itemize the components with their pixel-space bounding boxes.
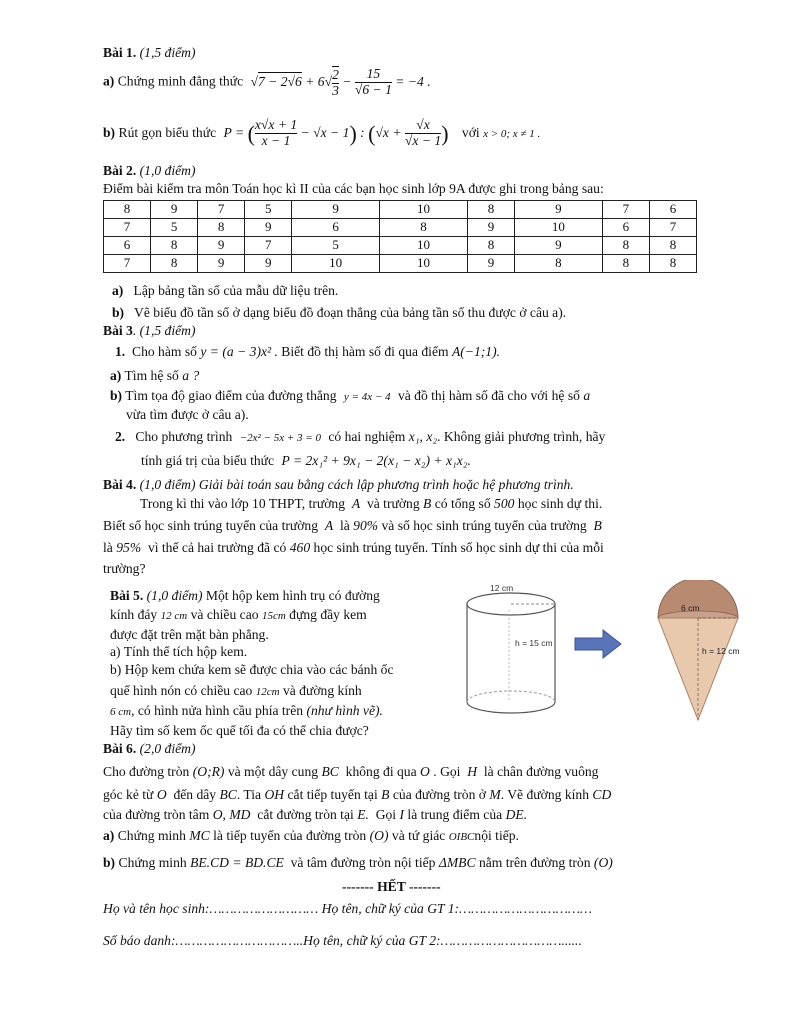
table-cell: 6 [602, 219, 649, 237]
b4-line-4: trường? [103, 561, 146, 576]
table-cell: 8 [380, 219, 468, 237]
cylinder-diameter-label: 12 cm [490, 583, 514, 593]
table-cell: 9 [515, 237, 603, 255]
b5-line-2: kính đáy 12 cm và chiều cao 15cm đựng đầy kem [110, 607, 367, 622]
table-cell: 10 [292, 255, 380, 273]
table-cell: 10 [515, 219, 603, 237]
table-cell: 8 [151, 237, 198, 255]
b1-a-formula: √7 − 2√6 + 6√ $\frac{2}{3}$ − $\frac{15}{√6 - 1}$ = −4 . [250, 66, 431, 98]
table-cell: 8 [515, 255, 603, 273]
b2-question-a: a) Lập bảng tần số của mẫu dữ liệu trên. [112, 283, 339, 298]
table-cell: 6 [104, 237, 151, 255]
ice-cream-figure [445, 580, 755, 740]
b3-question-b-cont: vừa tìm được ở câu a). [126, 407, 249, 422]
b1-part-b: b) Rút gọn biểu thức P = ( $\frac{x√x + 1}{x - 1}$ − √x − 1) : (√x + $\frac{√x}{√x - 1}$ ) với x > 0; x ≠ 1 . [103, 117, 541, 149]
table-cell: 7 [198, 201, 245, 219]
b6-heading: Bài 6. (2,0 điểm) [103, 741, 196, 756]
table-cell: 9 [245, 255, 292, 273]
table-cell: 10 [380, 201, 468, 219]
table-cell: 9 [292, 201, 380, 219]
table-cell: 9 [198, 255, 245, 273]
table-cell: 6 [649, 201, 696, 219]
b1-b-formula: P = ( $\frac{x√x + 1}{x - 1}$ − √x − 1) : (√x + $\frac{√x}{√x - 1}$ ) [223, 117, 449, 149]
table-cell: 8 [151, 255, 198, 273]
b1-part-a: a) Chứng minh đẳng thức √7 − 2√6 + 6√ $\frac{2}{3}$ − $\frac{15}{√6 - 1}$ = −4 . [103, 66, 431, 98]
cone-height-label: h = 12 cm [702, 646, 740, 656]
b3-question-a: a) Tìm hệ số a ? [110, 368, 200, 383]
table-row [104, 255, 697, 273]
table-cell: 8 [104, 201, 151, 219]
b4-heading: Bài 4. (1,0 điểm) Giải bài toán sau bằng cách lập phương trình hoặc hệ phương trình. [103, 477, 574, 492]
b3-question-b: b) Tìm tọa độ giao điểm của đường thẳng y = 4x − 4 và đồ thị hàm số đã cho với hệ số a [110, 388, 591, 403]
table-cell: 9 [467, 219, 514, 237]
b5-question-b-4: Hãy tìm số kem ốc quế tối đa có thể chia được? [110, 723, 369, 738]
table-cell: 8 [602, 237, 649, 255]
table-cell: 10 [380, 237, 468, 255]
table-row [104, 219, 697, 237]
b6-question-b: b) Chứng minh BE.CD = BD.CE và tâm đường tròn nội tiếp ΔMBC nằm trên đường tròn (O) [103, 855, 613, 870]
b3-part-2: 2. Cho phương trình −2x² − 5x + 3 = 0 có hai nghiệm x₁, x₂. Không giải phương trình, hãy [115, 429, 606, 444]
table-cell: 5 [245, 201, 292, 219]
b4-line-2: Biết số học sinh trúng tuyển của trường A là 90% và số học sinh trúng tuyển của trường B [103, 518, 602, 533]
table-cell: 8 [467, 201, 514, 219]
b5-line-1: Bài 5. (1,0 điểm) Một hộp kem hình trụ có đường [110, 588, 380, 603]
footer-line-2: Số báo danh:…………………………..Họ tên, chữ ký của GT 2:…………………………...... [103, 933, 582, 948]
b5-question-a: a) Tính thể tích hộp kem. [110, 644, 248, 659]
table-cell: 7 [104, 219, 151, 237]
table-cell: 9 [198, 237, 245, 255]
b3-heading: Bài 3. (1,5 điểm) [103, 323, 196, 338]
b6-line-1: Cho đường tròn (O;R) và một dây cung BC không đi qua O . Gọi H là chân đường vuông [103, 764, 599, 779]
table-row [104, 201, 697, 219]
cylinder-height-label: h = 15 cm [515, 638, 553, 648]
cylinder-shape [467, 593, 555, 713]
table-cell: 8 [649, 237, 696, 255]
arrow-icon [575, 630, 621, 658]
scores-table [103, 200, 697, 273]
table-cell: 9 [245, 219, 292, 237]
b4-line-1: Trong kì thi vào lớp 10 THPT, trường A và trường B có tổng số 500 học sinh dự thi. [140, 496, 603, 511]
table-cell: 7 [649, 219, 696, 237]
b6-line-2: góc kẻ từ O đến dây BC. Tia OH cắt tiếp tuyến tại B của đường tròn ở M. Vẽ đường kính CD [103, 787, 612, 802]
b5-question-b-2: quế hình nón có chiều cao 12cm và đường kính [110, 683, 362, 698]
table-cell: 7 [602, 201, 649, 219]
table-cell: 9 [515, 201, 603, 219]
table-cell: 6 [292, 219, 380, 237]
table-cell: 7 [245, 237, 292, 255]
table-cell: 10 [380, 255, 468, 273]
footer-line-1: Họ và tên học sinh:……………………… Họ tên, chữ ký của GT 1:…………………………… [103, 901, 593, 916]
cone-diameter-label: 6 cm [681, 603, 700, 613]
b3-part-2-cont: tính giá trị của biểu thức P = 2x₁² + 9x₁ − 2(x₁ − x₂) + x₁x₂. [141, 453, 471, 468]
table-cell: 5 [151, 219, 198, 237]
table-cell: 8 [649, 255, 696, 273]
b6-line-3: của đường tròn tâm O, MD cắt đường tròn tại E. Gọi I là trung điểm của DE. [103, 807, 528, 822]
table-cell: 9 [467, 255, 514, 273]
b1-heading: Bài 1. (1,5 điểm) [103, 45, 196, 60]
b5-question-b-1: b) Hộp kem chứa kem sẽ được chia vào các bánh ốc [110, 662, 394, 677]
end-marker: ------- HẾT ------- [342, 879, 441, 894]
table-row [104, 237, 697, 255]
b2-heading: Bài 2. (1,0 điểm) [103, 163, 196, 178]
table-cell: 8 [602, 255, 649, 273]
b5-question-b-3: 6 cm, có hình nửa hình cầu phía trên (như hình vẽ). [110, 703, 383, 718]
b3-part-1: 1. Cho hàm số y = (a − 3)x² . Biết đồ thị hàm số đi qua điểm A(−1;1). [115, 344, 501, 359]
b5-line-3: được đặt trên mặt bàn phẳng. [110, 627, 269, 642]
table-cell: 5 [292, 237, 380, 255]
table-cell: 8 [467, 237, 514, 255]
b4-line-3: là 95% vì thế cả hai trường đã có 460 học sinh trúng tuyển. Tính số học sinh dự thi của mỗi [103, 540, 604, 555]
table-cell: 8 [198, 219, 245, 237]
b6-question-a: a) Chứng minh MC là tiếp tuyến của đường tròn (O) và tứ giác OIBCnội tiếp. [103, 828, 519, 843]
b2-intro: Điểm bài kiểm tra môn Toán học kì II của các bạn học sinh lớp 9A được ghi trong bảng sau: [103, 181, 604, 196]
b2-question-b: b) Vẽ biểu đồ tần số ở dạng biểu đồ đoạn thẳng của bảng tần số thu được ở câu a). [112, 305, 567, 320]
table-cell: 7 [104, 255, 151, 273]
table-cell: 9 [151, 201, 198, 219]
